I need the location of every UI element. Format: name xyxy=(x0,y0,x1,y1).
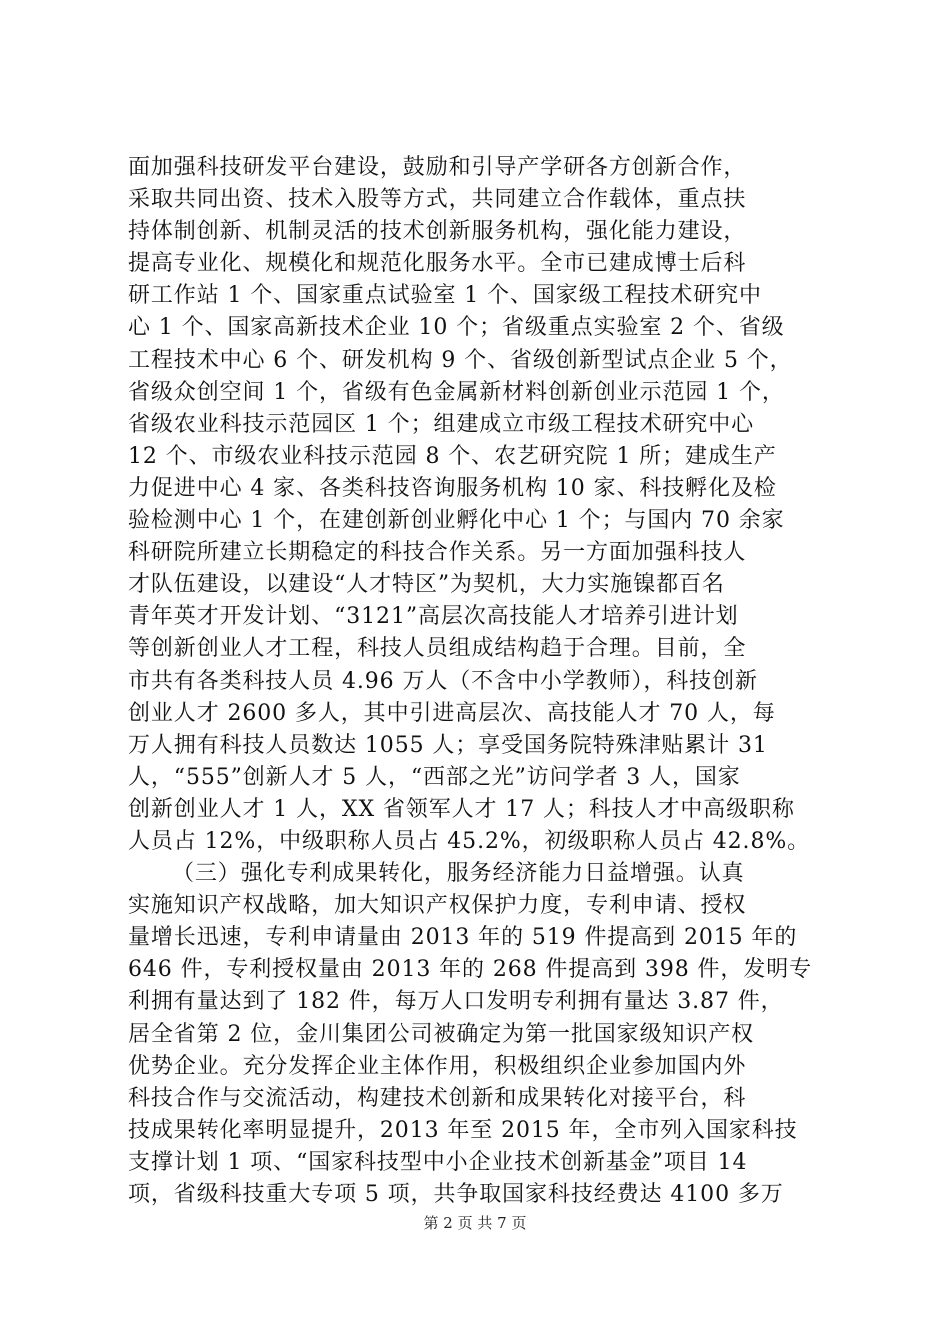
text-line: 持体制创新、机制灵活的技术创新服务机构，强化能力建设， xyxy=(128,219,747,245)
text-line: 工程技术中心 6 个、研发机构 9 个、省级创新型试点企业 5 个， xyxy=(128,347,793,373)
text-line: 才队伍建设，以建设“人才特区”为契机，大力实施镍都百名 xyxy=(128,572,725,598)
body-text xyxy=(128,152,828,1211)
text-line: 646 件，专利授权量由 2013 年的 268 件提高到 398 件，发明专 xyxy=(128,957,813,983)
text-line: 优势企业。充分发挥企业主体作用，积极组织企业参加国内外 xyxy=(128,1053,747,1079)
text-line: 12 个、市级农业科技示范园 8 个、农艺研究院 1 所；建成生产 xyxy=(128,443,777,469)
text-line: 面加强科技研发平台建设，鼓励和引导产学研各方创新合作， xyxy=(128,155,747,180)
text-line: 青年英才开发计划、“3121”高层次高技能人才培养引进计划 xyxy=(128,604,739,630)
text-line: 心 1 个、国家高新技术企业 10 个；省级重点实验室 2 个、省级 xyxy=(128,315,785,341)
text-line: 提高专业化、规模化和规范化服务水平。全市已建成博士后科 xyxy=(128,251,747,277)
text-line: 创新创业人才 1 人，XX 省领军人才 17 人；科技人才中高级职称 xyxy=(128,796,795,822)
text-line: 量增长迅速，专利申请量由 2013 年的 519 件提高到 2015 年的 xyxy=(128,925,798,951)
text-line: 居全省第 2 位，金川集团公司被确定为第一批国家级知识产权 xyxy=(128,1021,755,1047)
text-line: 市共有各类科技人员 4.96 万人（不含中小学教师），科技创新 xyxy=(128,668,758,694)
page-number-footer: 第 2 页 共 7 页 xyxy=(423,1214,527,1232)
text-line: 科研院所建立长期稳定的科技合作关系。另一方面加强科技人 xyxy=(128,540,747,566)
text-line: 验检测中心 1 个，在建创新创业孵化中心 1 个；与国内 70 余家 xyxy=(128,508,785,534)
text-line: 人员占 12%，中级职称人员占 45.2%，初级职称人员占 42.8%。 xyxy=(128,828,811,854)
text-line: 研工作站 1 个、国家重点试验室 1 个、国家级工程技术研究中 xyxy=(128,283,762,309)
section-heading-line: （三）强化专利成果转化，服务经济能力日益增强。认真 xyxy=(172,861,745,887)
text-line: 人，“555”创新人才 5 人，“西部之光”访问学者 3 人，国家 xyxy=(128,764,741,790)
text-line: 力促进中心 4 家、各类科技咨询服务机构 10 家、科技孵化及检 xyxy=(128,475,777,501)
text-line: 等创新创业人才工程，科技人员组成结构趋于合理。目前，全 xyxy=(128,636,747,662)
text-line: 创业人才 2600 多人，其中引进高层次、高技能人才 70 人，每 xyxy=(128,700,776,726)
text-line: 省级众创空间 1 个，省级有色金属新材料创新创业示范园 1 个， xyxy=(128,379,785,405)
text-line: 项，省级科技重大专项 5 项，共争取国家科技经费达 4100 多万 xyxy=(128,1182,784,1207)
text-line: 支撑计划 1 项、“国家科技型中小企业技术创新基金”项目 14 xyxy=(128,1149,748,1175)
text-line: 利拥有量达到了 182 件，每万人口发明专利拥有量达 3.87 件， xyxy=(128,989,784,1015)
text-line: 科技合作与交流活动，构建技术创新和成果转化对接平台，科 xyxy=(128,1085,747,1111)
text-line: 万人拥有科技人员数达 1055 人；享受国务院特殊津贴累计 31 xyxy=(128,732,768,758)
text-line: 省级农业科技示范园区 1 个；组建成立市级工程技术研究中心 xyxy=(128,411,755,437)
text-line: 实施知识产权战略，加大知识产权保护力度，专利申请、授权 xyxy=(128,893,747,919)
text-line: 技成果转化率明显提升，2013 年至 2015 年，全市列入国家科技 xyxy=(128,1117,798,1143)
text-line: 采取共同出资、技术入股等方式，共同建立合作载体，重点扶 xyxy=(128,187,747,213)
